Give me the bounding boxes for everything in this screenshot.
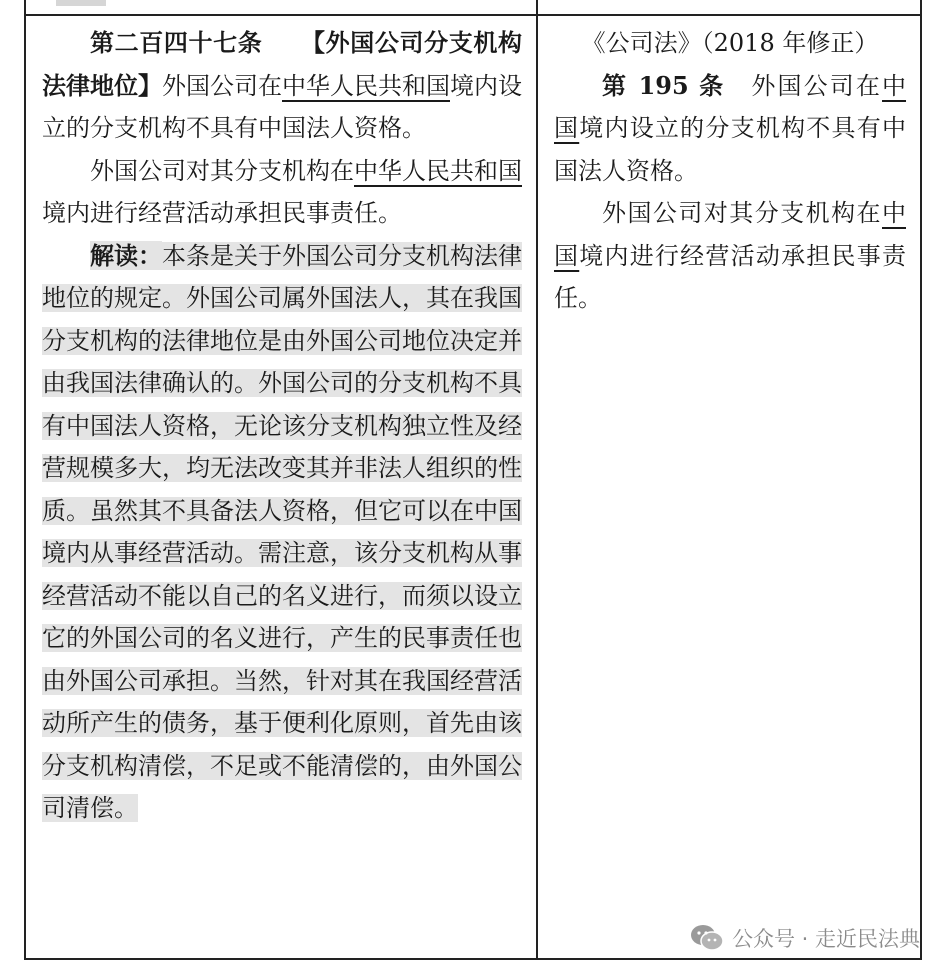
law-title: 《公司法》（2018 年修正） bbox=[581, 29, 879, 57]
article-heading: 【外国公司分支机构法律地位】 bbox=[42, 28, 522, 100]
wechat-icon bbox=[690, 924, 724, 952]
underlined-term: 中华人民共和国 bbox=[282, 71, 450, 100]
underlined-term: 中国 bbox=[554, 199, 906, 270]
text-run: 境内进行经营活动承担民事责任。 bbox=[554, 241, 907, 312]
old-law-column bbox=[554, 22, 906, 320]
old-article-paragraph-1 bbox=[554, 65, 906, 193]
comparison-table bbox=[24, 0, 922, 960]
interpretation-paragraph bbox=[42, 235, 522, 830]
text-run: 境内设立的分支机构不具有中国法人资格。 bbox=[554, 114, 907, 185]
text-run: 境内设立的分支机构不具有中国法人资格。 bbox=[42, 71, 522, 142]
new-law-column bbox=[42, 22, 522, 830]
text-run: 境内进行经营活动承担民事责任。 bbox=[42, 199, 402, 227]
underlined-term: 中国 bbox=[554, 71, 907, 142]
shaded-mark bbox=[56, 0, 106, 6]
underlined-term: 中华人民共和国 bbox=[354, 156, 522, 185]
old-article-paragraph-2 bbox=[554, 192, 906, 320]
article-title: 第二百四十七条 bbox=[90, 28, 263, 57]
column-divider bbox=[536, 0, 538, 958]
table-top-row bbox=[26, 0, 920, 16]
watermark-text: 公众号 · 走近民法典 bbox=[731, 927, 920, 951]
text-run: 外国公司对其分支机构在 bbox=[90, 156, 354, 185]
article-paragraph-1 bbox=[42, 22, 522, 150]
old-article-number: 第 195 条 bbox=[602, 70, 726, 100]
interpretation-text: 本条是关于外国公司分支机构法律地位的规定。外国公司属外国法人，其在我国分支机构的法律地位是由外国公司地位决定并由我国法律确认的。外国公司的分支机构不具有中国法人资格，无论该分支机构独立性及经营规模多大，均无法改变其并非法人组织的性质。虽然其不具备法人资格，但它可以在中国境内从事经营活动。需注意，该分支机构从事经营活动不能以自己的名义进行，而须以设立它的外国公司的名义进行，产生的民事责任也由外国公司承担。当然，针对其在我国经营活动所产生的债务，基于便利化原则，首先由该分支机构清偿，不足或不能清偿的，由外国公司清偿。 bbox=[42, 241, 522, 822]
interpretation-label: 解读： bbox=[90, 240, 162, 270]
text-run: 外国公司在 bbox=[749, 71, 883, 100]
article-paragraph-2 bbox=[42, 150, 522, 235]
text-run: 外国公司在 bbox=[162, 71, 282, 100]
text-run: 外国公司对其分支机构在 bbox=[602, 199, 882, 227]
watermark bbox=[690, 923, 920, 953]
